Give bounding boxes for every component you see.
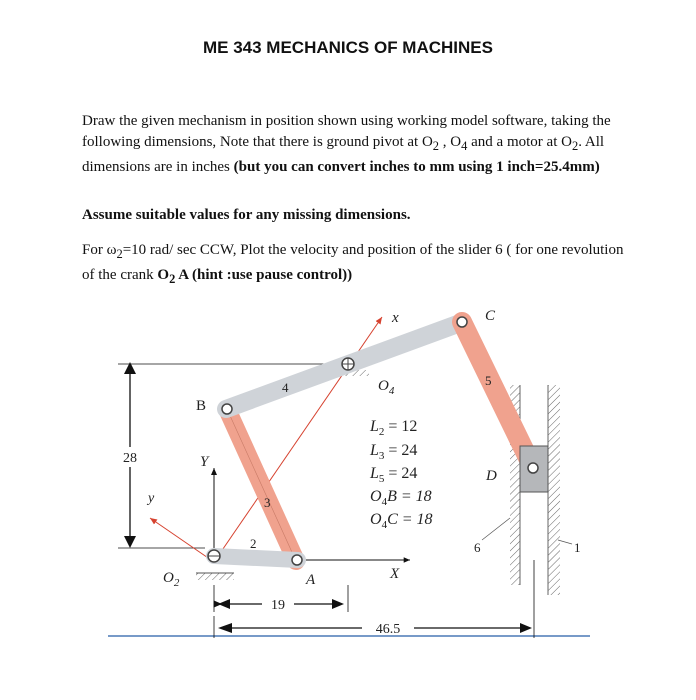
dim-19-label: 19 [271, 598, 285, 613]
red-axis-y [150, 518, 214, 562]
label-B: B [196, 398, 207, 414]
label-x-lower: x [392, 310, 399, 326]
label-y-lower: y [148, 491, 155, 506]
label-X: X [390, 566, 400, 582]
instruction-paragraph: Draw the given mechanism in position shown using working model software, taking the following dimensions, Note that there is ground pivot at $O_2$ , $O_4$ and a motor at $O_2$. All dimensions are in inches (but you can convert inches to mm using 1 inch=25.4mm) [82, 113, 611, 175]
task-paragraph: For $\omega_2=10$ rad/ sec CCW, Plot the velocity and position of the slider 6 ( for one revolution of the crank $O_2$ A (hint :use pause control)) [82, 242, 624, 286]
label-O4: $O_4$ [378, 378, 395, 397]
label-link6: 6 [474, 540, 481, 555]
label-C: C [485, 308, 496, 324]
equation-L5: $L_5 = 24$ [370, 465, 418, 485]
dim-28-label: 28 [123, 451, 137, 466]
pin-B [222, 404, 232, 414]
equation-O4B: $O_4B = 18$ [370, 488, 432, 508]
ground-hatch-o2 [196, 573, 234, 580]
label-link2: 2 [250, 536, 257, 551]
pin-A [292, 555, 302, 565]
pin-D [528, 463, 538, 473]
label-link3: 3 [264, 495, 271, 510]
pin-C [457, 317, 467, 327]
dim-46-label: 46.5 [375, 622, 401, 637]
label-link4: 4 [282, 380, 289, 395]
equation-L2: $L_2 = 12$ [370, 418, 418, 438]
link-2 [214, 556, 298, 560]
equations-block [369, 418, 433, 531]
label-O2: $O_2$ [163, 570, 180, 589]
equation-O4C: $O_4C = 18$ [370, 511, 433, 531]
label-D: D [486, 468, 497, 484]
label-Y: Y [200, 454, 209, 470]
ground-hatch-wall [548, 385, 560, 595]
page-title: ME 343 MECHANICS OF MACHINES [203, 38, 493, 57]
label-ground1: 1 [574, 540, 581, 555]
equation-L3: $L_3 = 24$ [370, 442, 418, 462]
label-A: A [306, 572, 316, 588]
assumption-paragraph: Assume suitable values for any missing dimensions. [82, 207, 411, 223]
label-link5: 5 [485, 373, 492, 388]
